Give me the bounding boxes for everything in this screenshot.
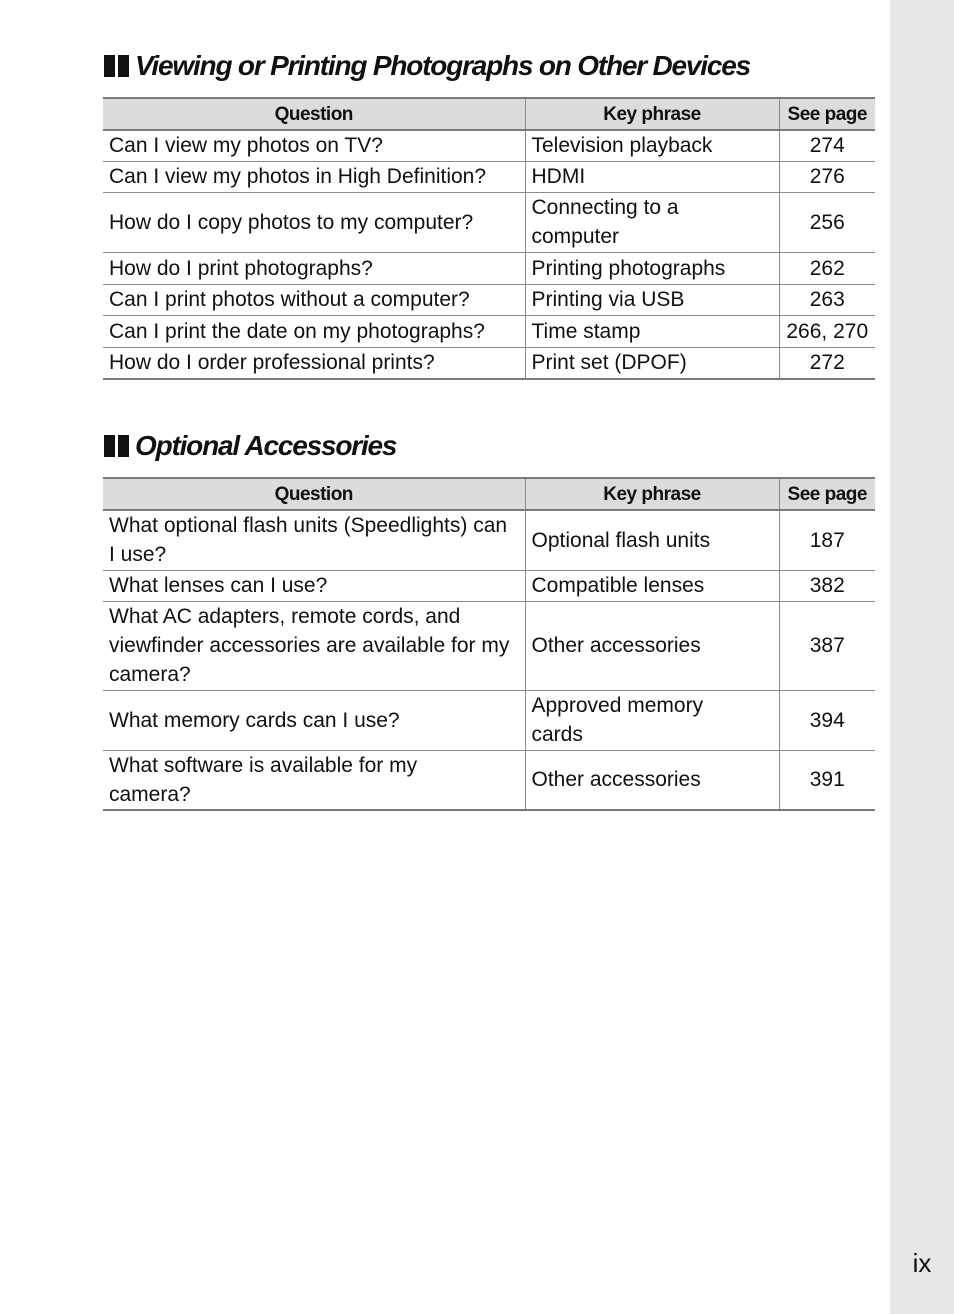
- table-row: [103, 130, 875, 161]
- key-phrase-cell: Approved memory cards: [525, 690, 779, 750]
- section-marker-icon: [104, 55, 129, 77]
- table-row: [103, 347, 875, 379]
- page-ref-cell: 274: [779, 130, 875, 161]
- table-header-row: [103, 98, 875, 130]
- page-ref-cell: 262: [779, 252, 875, 284]
- page-ref-cell: 272: [779, 347, 875, 379]
- section-title-text: Optional Accessories: [135, 430, 397, 461]
- question-cell: How do I copy photos to my computer?: [103, 192, 525, 252]
- key-phrase-cell: Other accessories: [525, 601, 779, 690]
- question-cell: What software is available for my camera?: [103, 750, 525, 810]
- question-cell: How do I print photographs?: [103, 252, 525, 284]
- question-cell: What lenses can I use?: [103, 570, 525, 601]
- column-header-see-page: See page: [779, 478, 875, 510]
- key-phrase-cell: Printing via USB: [525, 284, 779, 315]
- page-ref-cell: 387: [779, 601, 875, 690]
- page-ref-cell: 391: [779, 750, 875, 810]
- key-phrase-cell: Time stamp: [525, 315, 779, 347]
- key-phrase-cell: Print set (DPOF): [525, 347, 779, 379]
- section-title-text: Viewing or Printing Photographs on Other Devices: [135, 50, 751, 81]
- question-cell: How do I order professional prints?: [103, 347, 525, 379]
- table-viewing-printing: [103, 97, 875, 380]
- table-row: [103, 750, 875, 810]
- section-heading-optional-accessories: [104, 428, 396, 464]
- table-row: [103, 284, 875, 315]
- column-header-question: Question: [103, 478, 525, 510]
- column-header-key-phrase: Key phrase: [525, 98, 779, 130]
- table-row: [103, 510, 875, 570]
- key-phrase-cell: Television playback: [525, 130, 779, 161]
- column-header-key-phrase: Key phrase: [525, 478, 779, 510]
- table-row: [103, 252, 875, 284]
- question-cell: Can I print the date on my photographs?: [103, 315, 525, 347]
- page-ref-cell: 187: [779, 510, 875, 570]
- section-marker-icon: [104, 435, 129, 457]
- page-ref-cell: 256: [779, 192, 875, 252]
- table-header-row: [103, 478, 875, 510]
- question-cell: Can I view my photos in High Definition?: [103, 161, 525, 192]
- question-cell: What optional flash units (Speedlights) can I use?: [103, 510, 525, 570]
- page-ref-cell: 263: [779, 284, 875, 315]
- column-header-question: Question: [103, 98, 525, 130]
- key-phrase-cell: Connecting to a computer: [525, 192, 779, 252]
- column-header-see-page: See page: [779, 98, 875, 130]
- section-heading-viewing-printing: [104, 48, 750, 84]
- table-row: [103, 161, 875, 192]
- table-row: [103, 601, 875, 690]
- page-ref-cell: 276: [779, 161, 875, 192]
- page-number: ix: [912, 1248, 932, 1278]
- table-row: [103, 315, 875, 347]
- key-phrase-cell: Printing photographs: [525, 252, 779, 284]
- question-cell: Can I view my photos on TV?: [103, 130, 525, 161]
- page-ref-cell: 382: [779, 570, 875, 601]
- question-cell: What memory cards can I use?: [103, 690, 525, 750]
- table-optional-accessories: [103, 477, 875, 811]
- key-phrase-cell: Compatible lenses: [525, 570, 779, 601]
- key-phrase-cell: Other accessories: [525, 750, 779, 810]
- key-phrase-cell: HDMI: [525, 161, 779, 192]
- table-row: [103, 690, 875, 750]
- question-cell: What AC adapters, remote cords, and viewfinder accessories are available for my camera?: [103, 601, 525, 690]
- table-row: [103, 570, 875, 601]
- page-ref-cell: 394: [779, 690, 875, 750]
- side-tab-strip: [890, 0, 954, 1314]
- key-phrase-cell: Optional flash units: [525, 510, 779, 570]
- table-row: [103, 192, 875, 252]
- question-cell: Can I print photos without a computer?: [103, 284, 525, 315]
- page-ref-cell: 266, 270: [779, 315, 875, 347]
